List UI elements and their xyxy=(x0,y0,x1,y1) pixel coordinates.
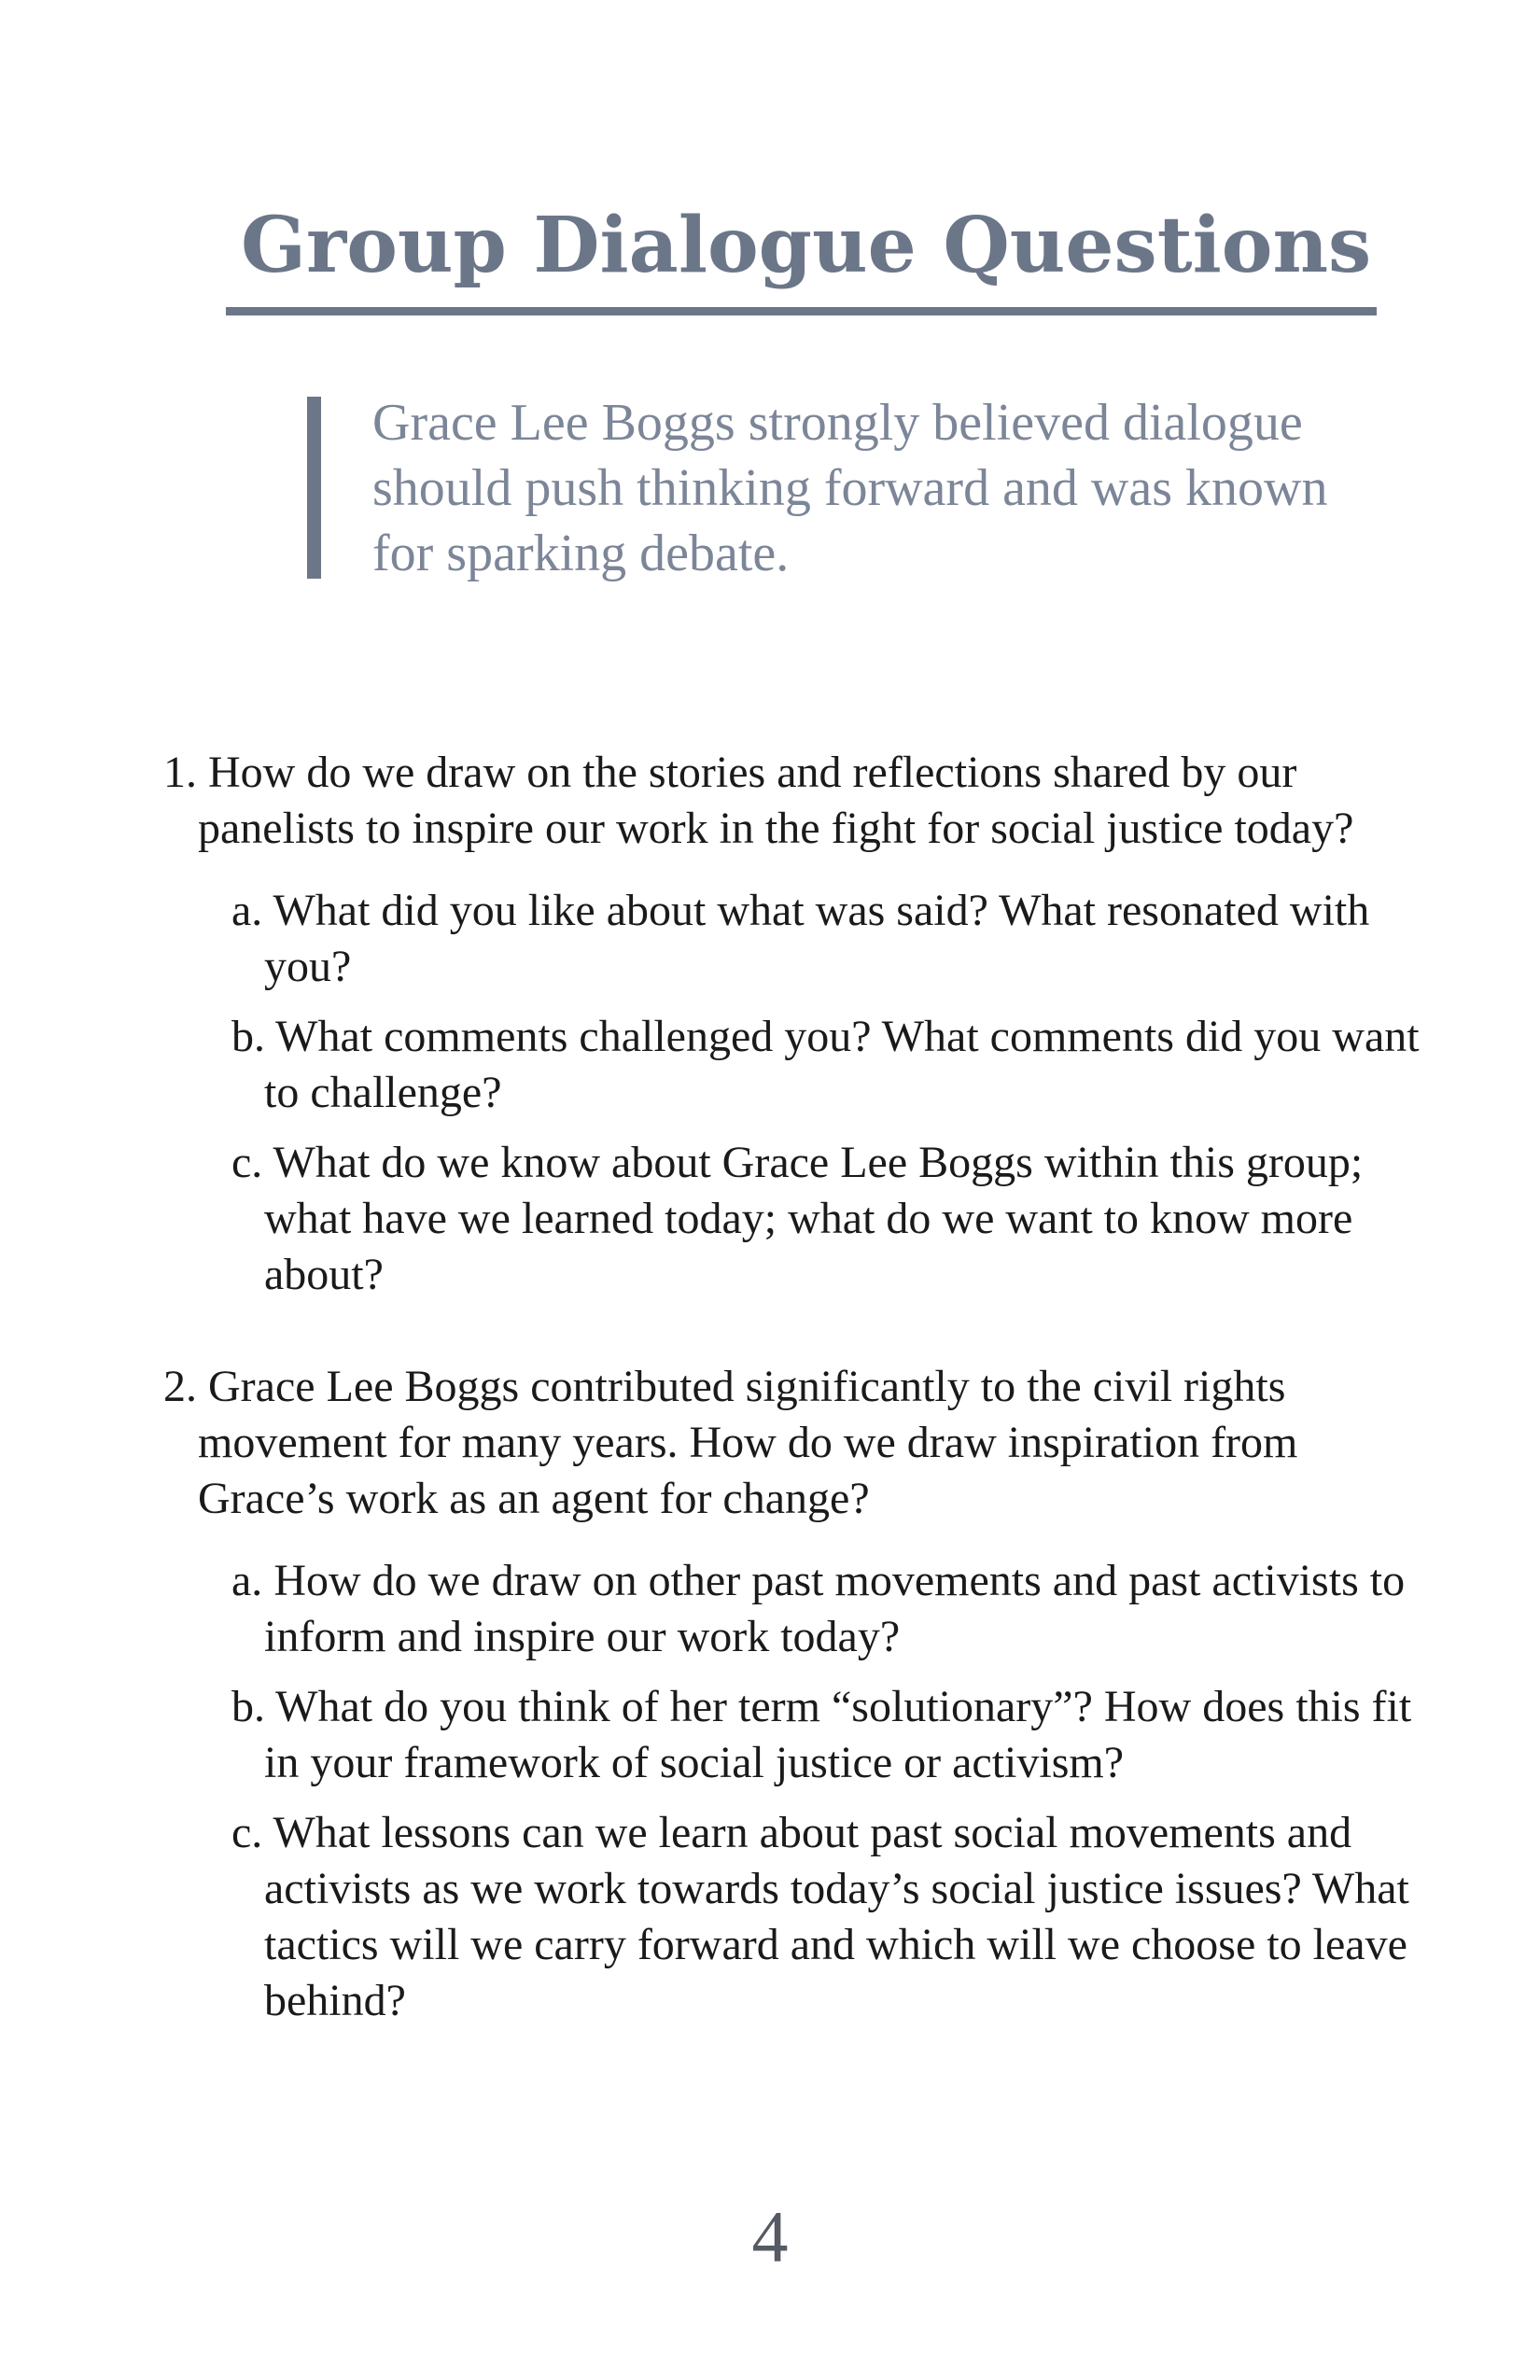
pull-quote-bar xyxy=(307,397,321,579)
sub-question-body: How do we draw on other past movements and past activists to inform and inspire our work today? xyxy=(264,1556,1406,1661)
question-list xyxy=(163,745,1437,2043)
sub-question-1a xyxy=(231,883,1437,995)
sub-question-letter: c. xyxy=(231,1808,263,1857)
question-2 xyxy=(163,1359,1437,2029)
question-body: Grace Lee Boggs contributed significantly to the civil rights movement for many years. How do we draw inspiration from Grace’s work as an agent for change? xyxy=(198,1362,1298,1523)
sub-question-body: What do we know about Grace Lee Boggs within this group; what have we learned today; what do we want to know more about? xyxy=(264,1138,1364,1299)
page-title: Group Dialogue Questions xyxy=(241,201,1372,290)
sub-question-letter: a. xyxy=(231,1556,263,1605)
page-number: 4 xyxy=(751,2196,789,2277)
title-underline xyxy=(226,307,1377,315)
question-body: How do we draw on the stories and reflections shared by our panelists to inspire our work in the fight for social justice today? xyxy=(198,748,1354,853)
sub-question-letter: a. xyxy=(231,886,263,935)
pull-quote: Grace Lee Boggs strongly believed dialogue should push thinking forward and was known for sparking debate. xyxy=(372,394,1328,582)
sub-question-list xyxy=(163,883,1437,1303)
question-text xyxy=(163,745,1437,857)
question-number: 1. xyxy=(163,748,197,797)
sub-question-1b xyxy=(231,1009,1437,1121)
sub-question-2b xyxy=(231,1679,1437,1791)
sub-question-body: What do you think of her term “solutionary”? How does this fit in your framework of social justice or activism? xyxy=(264,1682,1412,1787)
sub-question-1c xyxy=(231,1135,1437,1303)
sub-question-body: What did you like about what was said? What resonated with you? xyxy=(264,886,1370,991)
question-1 xyxy=(163,745,1437,1303)
question-text xyxy=(163,1359,1437,1527)
sub-question-letter: b. xyxy=(231,1012,265,1061)
question-number: 2. xyxy=(163,1362,197,1411)
sub-question-body: What comments challenged you? What comments did you want to challenge? xyxy=(264,1012,1420,1117)
sub-question-2a xyxy=(231,1553,1437,1665)
sub-question-letter: c. xyxy=(231,1138,263,1187)
sub-question-body: What lessons can we learn about past social movements and activists as we work towards today’s social justice issues? What tactics will we carry forward and which will we choose to leave behind? xyxy=(264,1808,1409,2025)
sub-question-2c xyxy=(231,1805,1437,2029)
sub-question-list xyxy=(163,1553,1437,2029)
sub-question-letter: b. xyxy=(231,1682,265,1731)
